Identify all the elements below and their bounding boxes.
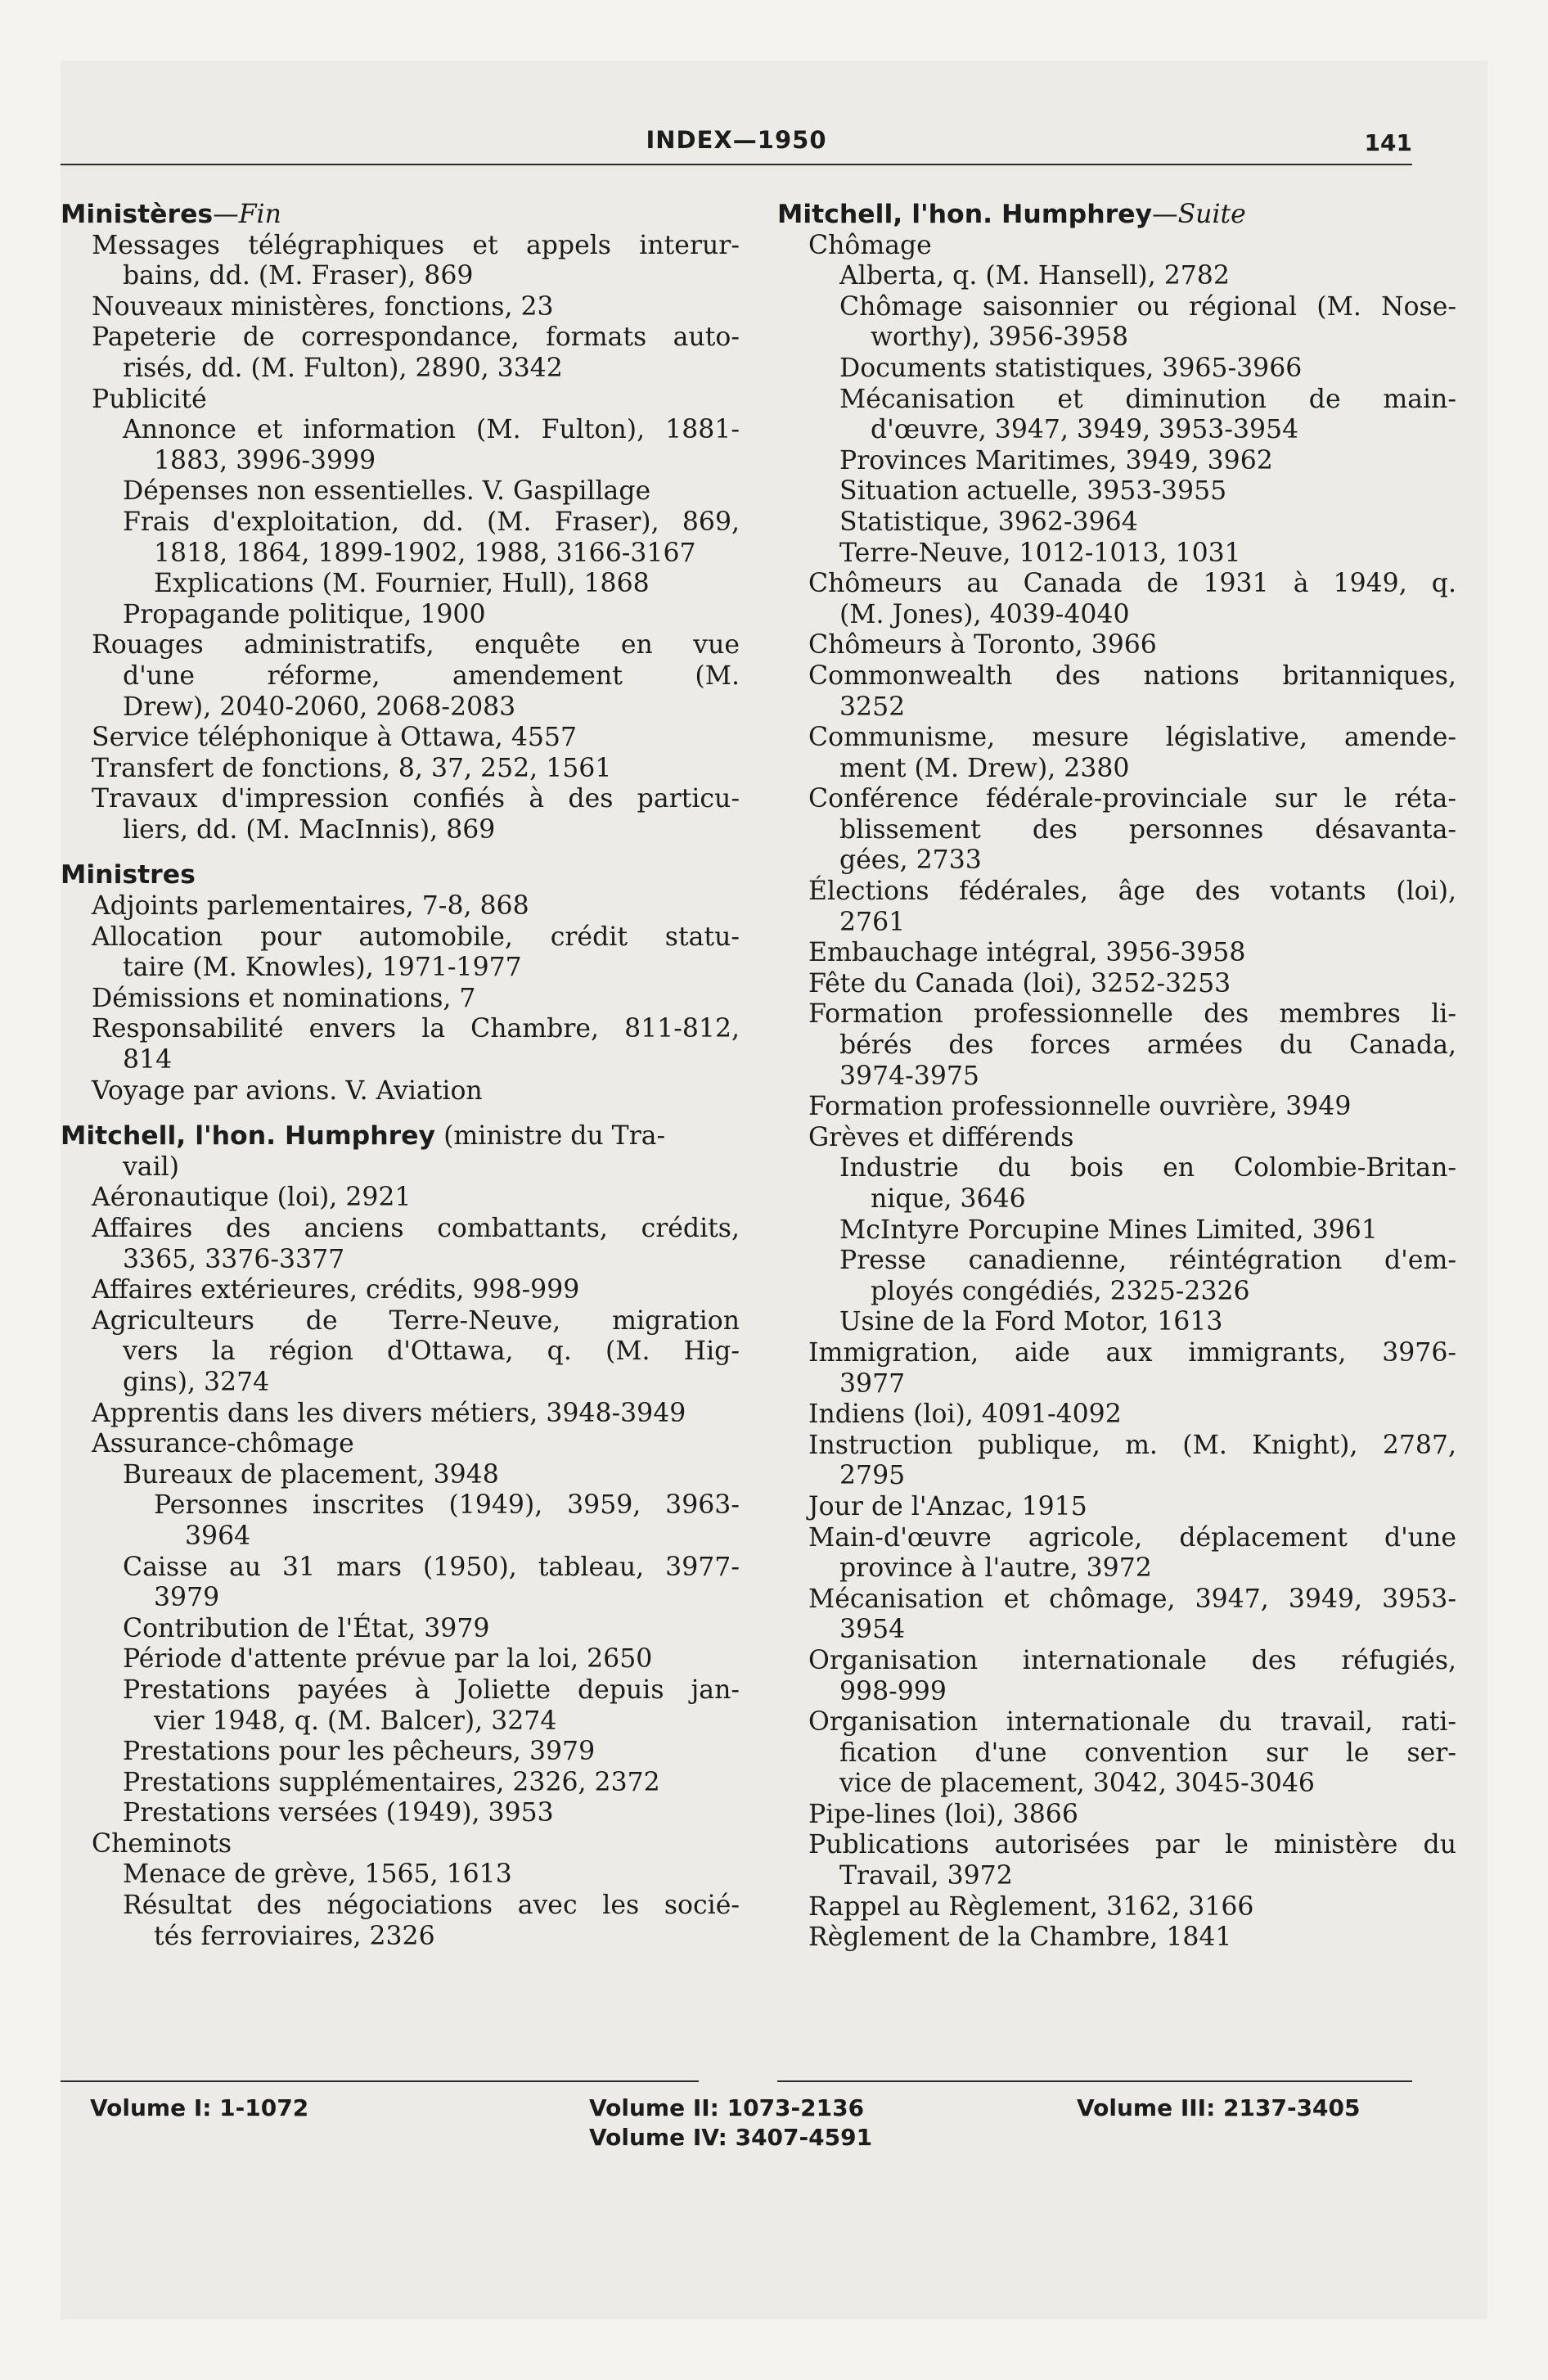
entry-line: Chômage	[808, 230, 932, 260]
entry-line: Menace de grève, 1565, 1613	[123, 1859, 512, 1890]
footer-volume-2: Volume II: 1073-2136	[589, 2094, 865, 2121]
footer-volume-1: Volume I: 1-1072	[90, 2094, 309, 2121]
entry-line: Affaires des anciens combattants, crédits,	[92, 1214, 740, 1243]
entry-line: Frais d'exploitation, dd. (M. Fraser), 869,	[123, 507, 740, 537]
index-heading	[61, 1121, 740, 1183]
index-entry	[61, 231, 740, 292]
index-entry	[777, 231, 1456, 262]
entry-line: Mécanisation et chômage, 3947, 3949, 3953-	[808, 1584, 1456, 1614]
entry-line: Prestations payées à Joliette depuis jan-	[123, 1675, 740, 1705]
entry-line: Propagande politique, 1900	[123, 599, 486, 629]
entry-line: 1883, 3996-3999	[154, 445, 376, 476]
index-entry	[777, 969, 1456, 1000]
entry-line: (M. Jones), 4039-4040	[839, 599, 1130, 629]
entry-line: Instruction publique, m. (M. Knight), 2787,	[808, 1430, 1456, 1460]
index-entry	[777, 1153, 1456, 1215]
entry-line: 2761	[839, 907, 906, 937]
heading-name: Ministres	[61, 860, 196, 890]
index-entry	[61, 1737, 740, 1768]
index-heading	[61, 200, 740, 231]
header-rule	[61, 164, 1412, 165]
index-entry	[777, 1830, 1456, 1891]
entry-line: Terre-Neuve, 1012-1013, 1031	[839, 538, 1241, 568]
entry-line: Formation professionnelle des membres li-	[808, 999, 1456, 1030]
entry-line: Commonwealth des nations britanniques,	[808, 660, 1456, 691]
index-entry	[61, 1460, 740, 1491]
entry-line: 3974-3975	[839, 1061, 979, 1091]
index-entry	[61, 1399, 740, 1430]
entry-line: 814	[123, 1045, 173, 1075]
entry-line: Pipe-lines (loi), 3866	[808, 1799, 1078, 1829]
entry-line: blissement des personnes désavanta-	[839, 814, 1456, 845]
entry-line: bains, dd. (M. Fraser), 869	[123, 261, 474, 291]
index-entry	[777, 385, 1456, 446]
entry-line: Caisse au 31 mars (1950), tableau, 3977-	[123, 1552, 740, 1582]
entry-line: Travaux d'impression confiés à des particu-	[92, 784, 740, 814]
heading-continuation: Fin	[238, 200, 281, 229]
index-entry	[61, 891, 740, 922]
page-title: INDEX—1950	[646, 126, 827, 154]
entry-line: Cheminots	[92, 1828, 232, 1859]
index-entry	[777, 539, 1456, 570]
entry-line: Communisme, mesure législative, amende-	[808, 723, 1456, 753]
entry-line: Démissions et nominations, 7	[92, 983, 476, 1013]
index-entry	[777, 877, 1456, 938]
entry-line: 3964	[185, 1521, 251, 1551]
index-entry	[777, 1400, 1456, 1431]
index-entry	[61, 1829, 740, 1860]
entry-line: Chômeurs à Toronto, 3966	[808, 630, 1157, 660]
entry-line: 3977	[839, 1368, 906, 1399]
entry-line: Transfert de fonctions, 8, 37, 252, 1561	[92, 753, 612, 783]
entry-line: Bureaux de placement, 3948	[123, 1459, 499, 1490]
index-entry	[777, 1646, 1456, 1707]
index-entry	[777, 1338, 1456, 1400]
index-entry	[61, 922, 740, 984]
entry-line: ployés congédiés, 2325-2326	[871, 1276, 1250, 1306]
index-entry	[61, 723, 740, 754]
entry-line: vier 1948, q. (M. Balcer), 3274	[154, 1706, 557, 1736]
entry-line: Responsabilité envers la Chambre, 811-812,	[92, 1014, 740, 1044]
entry-line: Nouveaux ministères, fonctions, 23	[92, 291, 554, 322]
index-entry	[61, 1675, 740, 1737]
index-entry	[61, 1076, 740, 1107]
entry-line: Apprentis dans les divers métiers, 3948-3949	[92, 1398, 686, 1428]
entry-line: Situation actuelle, 3953-3955	[839, 476, 1227, 507]
index-entry	[777, 661, 1456, 723]
entry-line: Main-d'œuvre agricole, déplacement d'une	[808, 1522, 1456, 1553]
index-entry	[61, 1429, 740, 1460]
index-entry	[61, 1644, 740, 1675]
entry-line: Aéronautique (loi), 2921	[92, 1183, 412, 1213]
entry-line: Prestations supplémentaires, 2326, 2372	[123, 1767, 660, 1797]
entry-line: taire (M. Knowles), 1971-1977	[123, 953, 522, 983]
entry-line: gées, 2733	[839, 845, 982, 876]
entry-line: Formation professionnelle ouvrière, 3949	[808, 1092, 1352, 1122]
entry-line: d'œuvre, 3947, 3949, 3953-3954	[871, 415, 1299, 445]
entry-line: 998-999	[839, 1676, 947, 1706]
index-entry	[61, 1014, 740, 1075]
entry-line: Rouages administratifs, enquête en vue	[92, 630, 740, 660]
entry-line: Fête du Canada (loi), 3252-3253	[808, 968, 1231, 998]
index-entry	[777, 1431, 1456, 1492]
entry-line: Agriculteurs de Terre-Neuve, migration	[92, 1305, 740, 1336]
entry-line: d'une réforme, amendement (M.	[123, 660, 740, 691]
entry-line: Provinces Maritimes, 3949, 3962	[839, 445, 1273, 476]
entry-line: 2795	[839, 1461, 906, 1491]
entry-line: 3979	[154, 1583, 220, 1613]
footer-volume-4: Volume IV: 3407-4591	[589, 2124, 873, 2151]
index-entry	[777, 1800, 1456, 1831]
entry-line: Période d'attente prévue par la loi, 2650	[123, 1644, 653, 1675]
entry-line: Annonce et information (M. Fulton), 1881-	[123, 415, 740, 445]
index-entry	[777, 1246, 1456, 1307]
index-entry	[61, 984, 740, 1015]
index-entry	[61, 1275, 740, 1306]
index-entry	[61, 385, 740, 416]
entry-line: ment (M. Drew), 2380	[839, 753, 1130, 783]
entry-line: Chômage saisonnier ou régional (M. Nose-	[839, 291, 1456, 322]
entry-line: fication d'une convention sur le ser-	[839, 1738, 1456, 1768]
footer-rule-left	[61, 2080, 699, 2082]
index-entry	[61, 1768, 740, 1799]
entry-line: Élections fédérales, âge des votants (loi),	[808, 877, 1456, 907]
entry-line: Organisation internationale du travail, rati-	[808, 1707, 1456, 1738]
entry-line: Adjoints parlementaires, 7-8, 868	[92, 891, 529, 922]
index-entry	[777, 1892, 1456, 1923]
index-entry	[777, 507, 1456, 539]
entry-line: bérés des forces armées du Canada,	[839, 1030, 1456, 1061]
index-entry	[777, 354, 1456, 385]
entry-line: Drew), 2040-2060, 2068-2083	[123, 692, 516, 722]
index-heading	[777, 200, 1456, 231]
entry-line: Chômeurs au Canada de 1931 à 1949, q.	[808, 569, 1456, 599]
entry-line: gins), 3274	[123, 1367, 270, 1397]
entry-line: Résultat des négociations avec les socié-	[123, 1891, 740, 1921]
entry-line: 1818, 1864, 1899-1902, 1988, 3166-3167	[154, 538, 696, 568]
entry-line: province à l'autre, 3972	[839, 1553, 1152, 1584]
index-entry	[61, 507, 740, 569]
entry-line: Grèves et différends	[808, 1122, 1074, 1152]
index-entry	[61, 292, 740, 323]
entry-line: 3252	[839, 692, 906, 722]
entry-line: Affaires extérieures, crédits, 998-999	[92, 1275, 580, 1305]
entry-line: Rappel au Règlement, 3162, 3166	[808, 1891, 1254, 1922]
heading-note-continuation: vail)	[123, 1152, 180, 1182]
entry-line: Jour de l'Anzac, 1915	[808, 1491, 1087, 1521]
heading-note: (ministre du Tra-	[435, 1121, 666, 1152]
index-entry	[777, 1492, 1456, 1523]
index-entry	[777, 261, 1456, 292]
entry-line: Prestations pour les pêcheurs, 3979	[123, 1737, 596, 1767]
index-entry	[61, 476, 740, 507]
entry-line: 3954	[839, 1615, 906, 1645]
index-entry	[777, 723, 1456, 784]
footer-volumes-2-4	[589, 2094, 872, 2152]
entry-line: Industrie du bois en Colombie-Britan-	[839, 1153, 1456, 1183]
entry-line: Service téléphonique à Ottawa, 4557	[92, 723, 577, 753]
index-entry	[61, 1891, 740, 1952]
index-entry	[777, 292, 1456, 354]
index-entry	[777, 1523, 1456, 1584]
index-entry	[61, 415, 740, 476]
entry-line: Allocation pour automobile, crédit statu-	[92, 922, 740, 952]
entry-line: vice de placement, 3042, 3045-3046	[839, 1769, 1315, 1799]
entry-line: worthy), 3956-3958	[871, 322, 1129, 353]
page-number: 141	[1364, 129, 1412, 156]
entry-line: liers, dd. (M. MacInnis), 869	[123, 814, 496, 845]
index-entry	[777, 446, 1456, 477]
heading-continuation: Suite	[1177, 200, 1246, 229]
entry-line: Usine de la Ford Motor, 1613	[839, 1307, 1223, 1337]
index-entry	[777, 1307, 1456, 1338]
entry-line: vers la région d'Ottawa, q. (M. Hig-	[123, 1336, 740, 1367]
index-entry	[61, 1798, 740, 1829]
entry-line: Messages télégraphiques et appels interur-	[92, 230, 740, 260]
entry-line: Assurance-chômage	[92, 1429, 354, 1459]
index-entry	[777, 1123, 1456, 1154]
entry-line: Documents statistiques, 3965-3966	[839, 353, 1303, 383]
entry-line: Immigration, aide aux immigrants, 3976-	[808, 1337, 1456, 1368]
footer-rule-right	[777, 2080, 1412, 2082]
heading-dash: —	[1152, 200, 1178, 229]
heading-name: Ministères	[61, 200, 214, 229]
index-entry	[61, 784, 740, 845]
index-entry	[777, 1092, 1456, 1123]
index-entry	[777, 1215, 1456, 1246]
index-entry	[61, 569, 740, 600]
index-entry	[61, 1859, 740, 1891]
index-entry	[61, 322, 740, 384]
index-entry	[777, 1922, 1456, 1954]
entry-line: Presse canadienne, réintégration d'em-	[839, 1246, 1456, 1276]
index-entry	[777, 1707, 1456, 1800]
heading-dash: —	[213, 200, 239, 229]
index-entry	[61, 1614, 740, 1645]
index-page	[61, 61, 1487, 2319]
index-entry	[61, 1183, 740, 1214]
heading-name: Mitchell, l'hon. Humphrey	[777, 200, 1153, 229]
index-entry	[61, 630, 740, 723]
index-entry	[61, 1490, 740, 1552]
entry-line: tés ferroviaires, 2326	[154, 1921, 435, 1951]
entry-line: Contribution de l'État, 3979	[123, 1613, 490, 1643]
index-entry	[61, 1306, 740, 1399]
footer-volume-3: Volume III: 2137-3405	[1077, 2094, 1361, 2121]
entry-line: 3365, 3376-3377	[123, 1244, 345, 1274]
index-entry	[61, 600, 740, 631]
index-entry	[61, 1553, 740, 1614]
index-entry	[777, 476, 1456, 507]
index-entry	[61, 1214, 740, 1275]
entry-line: Explications (M. Fournier, Hull), 1868	[154, 569, 650, 599]
heading-name: Mitchell, l'hon. Humphrey	[61, 1121, 436, 1152]
entry-line: nique, 3646	[871, 1184, 1026, 1214]
right-column	[777, 200, 1456, 1954]
entry-line: risés, dd. (M. Fulton), 2890, 3342	[123, 353, 563, 383]
entry-line: Règlement de la Chambre, 1841	[808, 1922, 1232, 1953]
index-entry	[777, 630, 1456, 661]
index-entry	[777, 784, 1456, 877]
index-heading	[61, 860, 740, 891]
index-entry	[777, 938, 1456, 969]
index-entry	[777, 1584, 1456, 1646]
entry-line: Travail, 3972	[839, 1861, 1013, 1891]
entry-line: Dépenses non essentielles. V. Gaspillage	[123, 476, 651, 507]
entry-line: Statistique, 3962-3964	[839, 507, 1138, 537]
entry-line: Embauchage intégral, 3956-3958	[808, 938, 1246, 968]
entry-line: Publicité	[92, 384, 207, 414]
index-entry	[777, 999, 1456, 1092]
entry-line: Conférence fédérale-provinciale sur le réta-	[808, 784, 1456, 814]
index-entry	[777, 569, 1456, 630]
left-column	[61, 200, 740, 1952]
entry-line: Alberta, q. (M. Hansell), 2782	[839, 261, 1230, 291]
entry-line: Prestations versées (1949), 3953	[123, 1798, 554, 1828]
index-entry	[61, 754, 740, 785]
entry-line: Organisation internationale des réfugiés,	[808, 1645, 1456, 1675]
entry-line: Mécanisation et diminution de main-	[839, 384, 1456, 414]
entry-line: McIntyre Porcupine Mines Limited, 3961	[839, 1215, 1378, 1245]
entry-line: Indiens (loi), 4091-4092	[808, 1400, 1122, 1430]
entry-line: Personnes inscrites (1949), 3959, 3963-	[154, 1490, 740, 1521]
entry-line: Publications autorisées par le ministère du	[808, 1830, 1456, 1860]
entry-line: Papeterie de correspondance, formats auto-	[92, 322, 740, 353]
entry-line: Voyage par avions. V. Aviation	[92, 1075, 483, 1106]
